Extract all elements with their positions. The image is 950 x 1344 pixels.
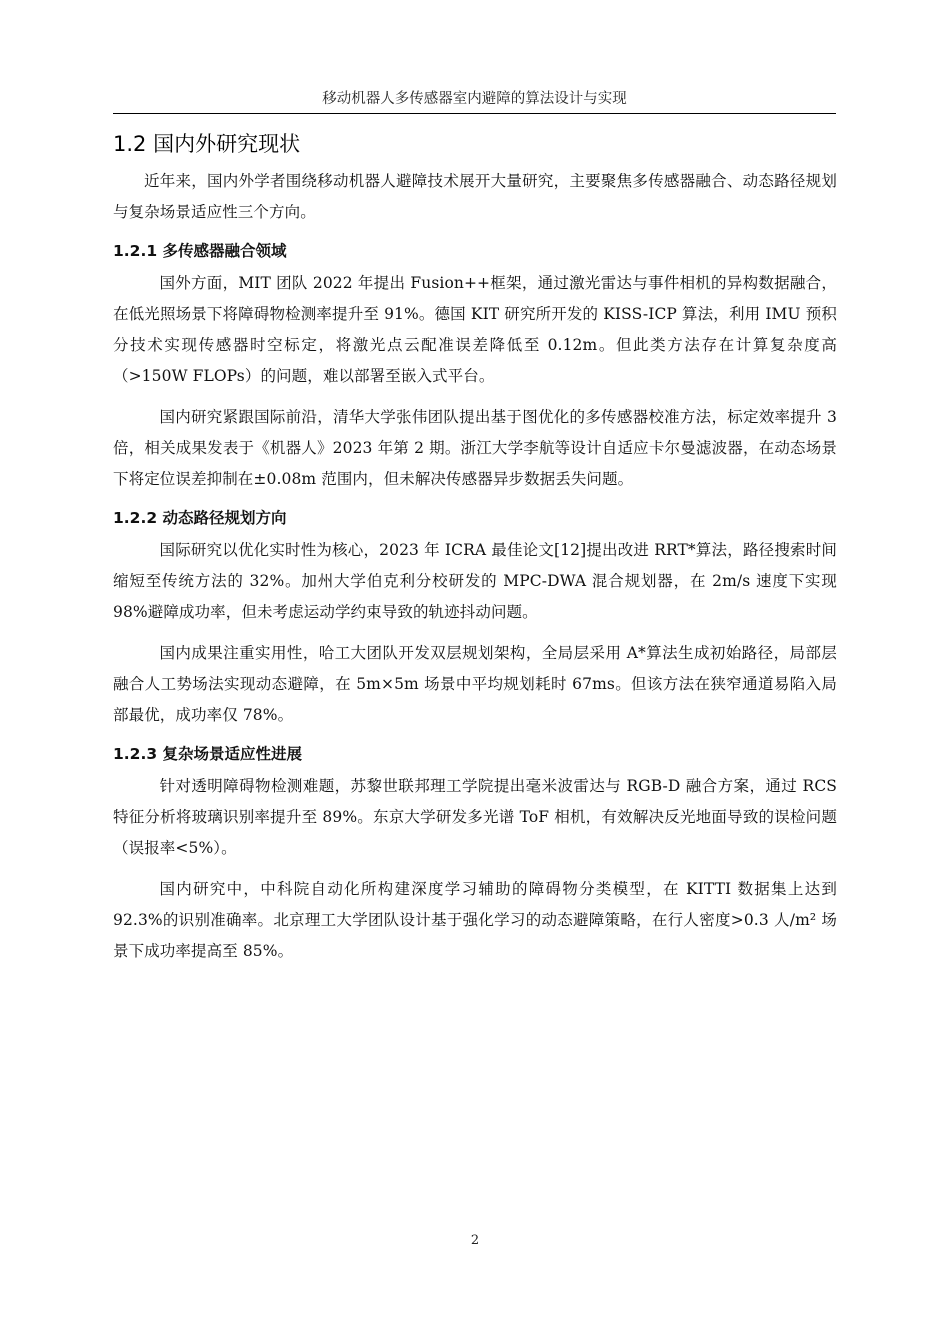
paragraph: 国内成果注重实用性，哈工大团队开发双层规划架构，全局层采用 A*算法生成初始路径，局部层融合人工势场法实现动态避障，在 5m×5m 场景中平均规划耗时 67ms。但该方法在狭窄通道易陷入局部最优，成功率仅 78%。 — [113, 644, 837, 724]
paragraph: 国际研究以优化实时性为核心，2023 年 ICRA 最佳论文[12]提出改进 RRT*算法，路径搜索时间缩短至传统方法的 32%。加州大学伯克利分校研发的 MPC-DWA 混合规划器，在 2m/s 速度下实现 98%避障成功率，但未考虑运动学约束导致的轨迹抖动问题。 — [113, 541, 837, 621]
paragraph: 国外方面，MIT 团队 2022 年提出 Fusion++框架，通过激光雷达与事件相机的异构数据融合，在低光照场景下将障碍物检测率提升至 91%。德国 KIT 研究所开发的 KISS-ICP 算法，利用 IMU 预积分技术实现传感器时空标定，将激光点云配准误差降低至 0.12m。但此类方法存在计算复杂度高（>150W FLOPs）的问题，难以部署至嵌入式平台。 — [113, 274, 837, 385]
paragraph: 针对透明障碍物检测难题，苏黎世联邦理工学院提出毫米波雷达与 RGB-D 融合方案，通过 RCS 特征分析将玻璃识别率提升至 89%。东京大学研发多光谱 ToF 相机，有效解决反光地面导致的误检问题（误报率<5%）。 — [113, 777, 837, 857]
paragraph: 国内研究紧跟国际前沿，清华大学张伟团队提出基于图优化的多传感器校准方法，标定效率提升 3 倍，相关成果发表于《机器人》2023 年第 2 期。浙江大学李航等设计自适应卡尔曼滤波器，在动态场景下将定位误差抑制在±0.08m 范围内，但未解决传感器异步数据丢失问题。 — [113, 408, 837, 488]
subsection-title-1-2-3: 1.2.3 复杂场景适应性进展 — [113, 745, 303, 763]
running-header: 移动机器人多传感器室内避障的算法设计与实现 — [322, 91, 627, 107]
main-content — [113, 128, 837, 977]
paragraph: 国内研究中，中科院自动化所构建深度学习辅助的障碍物分类模型，在 KITTI 数据集上达到 92.3%的识别准确率。北京理工大学团队设计基于强化学习的动态避障策略，在行人密度>0.3 人/m² 场景下成功率提高至 85%。 — [113, 880, 837, 960]
section-intro: 近年来，国内外学者围绕移动机器人避障技术展开大量研究，主要聚焦多传感器融合、动态路径规划与复杂场景适应性三个方向。 — [113, 172, 837, 221]
subsection-title-1-2-2: 1.2.2 动态路径规划方向 — [113, 509, 287, 527]
section-title: 1.2 国内外研究现状 — [113, 132, 301, 156]
subsection-title-1-2-1: 1.2.1 多传感器融合领域 — [113, 242, 287, 260]
header-rule — [113, 113, 836, 114]
page-number: 2 — [470, 1233, 480, 1248]
